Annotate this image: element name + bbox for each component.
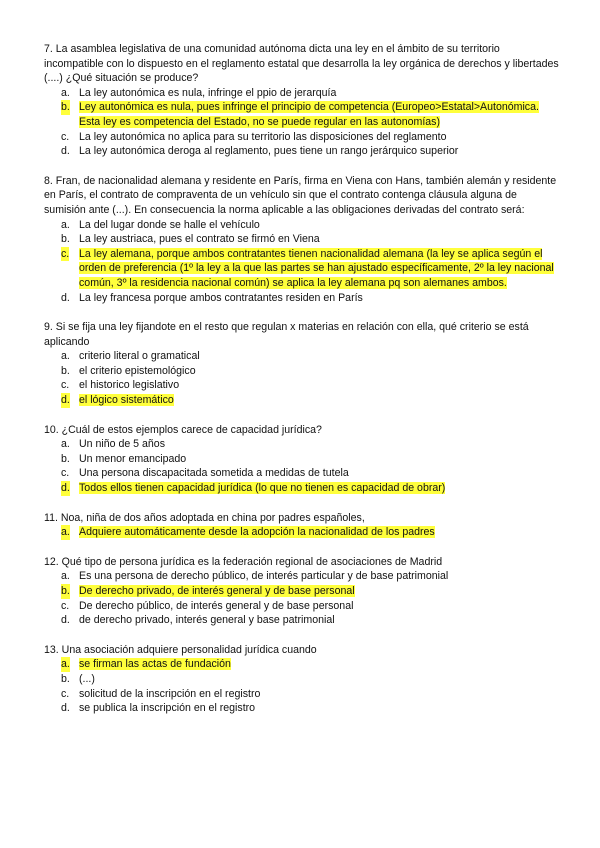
option-text: criterio literal o gramatical [79, 350, 200, 363]
answer-option [44, 687, 559, 702]
answer-option [44, 525, 559, 540]
option-text: Una persona discapacitada sometida a medidas de tutela [79, 467, 349, 480]
option-text: La ley autonómica es nula, infringe el ppio de jerarquía [79, 86, 337, 99]
answer-option [44, 452, 559, 467]
option-text: De derecho público, de interés general y de base personal [79, 599, 354, 612]
highlighted-answer-text: Adquiere automáticamente desde la adopción la nacionalidad de los padres [79, 526, 435, 539]
option-letter: b. [61, 233, 70, 246]
option-letter: a. [61, 86, 70, 99]
option-letter: d. [61, 394, 70, 407]
highlighted-answer-text: se firman las actas de fundación [79, 658, 231, 671]
option-letter: a. [61, 570, 70, 583]
option-letter: b. [61, 452, 70, 465]
answer-option [44, 247, 559, 291]
option-text: solicitud de la inscripción en el registro [79, 687, 261, 700]
option-letter: c. [61, 599, 70, 612]
question-block [44, 511, 559, 540]
document-body [44, 42, 559, 731]
option-text: La del lugar donde se halle el vehículo [79, 218, 260, 231]
option-letter: b. [61, 672, 70, 685]
option-list [44, 86, 559, 159]
answer-option [44, 584, 559, 599]
answer-option [44, 130, 559, 145]
option-letter: a. [61, 658, 70, 671]
answer-option [44, 701, 559, 716]
answer-option [44, 100, 559, 129]
option-text: el criterio epistemológico [79, 364, 196, 377]
option-letter: a. [61, 218, 70, 231]
answer-option [44, 613, 559, 628]
option-list [44, 218, 559, 306]
question-block [44, 643, 559, 716]
option-text: el historico legislativo [79, 379, 180, 392]
question-block [44, 42, 559, 159]
option-letter: b. [61, 585, 70, 597]
option-letter: b. [61, 364, 70, 377]
answer-option [44, 218, 559, 233]
option-text: La ley autonómica deroga al reglamento, pues tiene un rango jerárquico superior [79, 145, 459, 158]
option-text: Es una persona de derecho público, de interés particular y de base patrimonial [79, 570, 449, 583]
option-letter: c. [61, 130, 70, 143]
highlighted-answer-text: Todos ellos tienen capacidad jurídica (lo que no tienen es capacidad de obrar) [79, 482, 446, 495]
option-text: Un menor emancipado [79, 452, 187, 465]
option-letter: a. [61, 350, 70, 363]
option-letter: c. [61, 247, 70, 260]
option-text: se publica la inscripción en el registro [79, 702, 256, 715]
answer-option [44, 378, 559, 393]
answer-option [44, 657, 559, 672]
highlighted-answer-text: La ley alemana, porque ambos contratantes tienen nacionalidad alemana (la ley se aplica según el orden de preferencia (1º la ley a la que las partes se han ajustado específicamente, 2º la ley nacional común, 3º la residencia nacional común) se aplica la ley alemana pq son alemanes ambos. [79, 247, 554, 289]
option-text: La ley austriaca, pues el contrato se firmó en Viena [79, 233, 320, 246]
question-block [44, 174, 559, 305]
option-letter: c. [61, 687, 70, 700]
option-list [44, 349, 559, 407]
option-text: (...) [79, 672, 95, 685]
option-letter: c. [61, 467, 70, 480]
option-letter: a. [61, 438, 70, 451]
answer-option [44, 291, 559, 306]
highlighted-answer-text: De derecho privado, de interés general y de base personal [79, 585, 355, 597]
question-stem: 8. Fran, de nacionalidad alemana y residente en París, firma en Viena con Hans, también alemán y residente en París, el contrato de compraventa de un vehículo sin que el contrato contenga cláusula alguna de sumisión ante (...). En consecuencia la norma aplicable a las obligaciones derivadas del contrato será: [44, 174, 557, 216]
answer-option [44, 466, 559, 481]
question-stem: 7. La asamblea legislativa de una comunidad autónoma dicta una ley en el ámbito de su territorio incompatible con lo dispuesto en el reglamento estatal que desarrolla la ley orgánica de derechos y libertades (....) ¿Qué situación se produce? [44, 43, 559, 85]
answer-option [44, 599, 559, 614]
option-letter: b. [61, 101, 70, 114]
answer-option [44, 349, 559, 364]
option-letter: d. [61, 614, 70, 627]
highlighted-answer-text: el lógico sistemático [79, 394, 174, 407]
answer-option [44, 437, 559, 452]
option-list [44, 437, 559, 495]
option-list [44, 657, 559, 715]
answer-option [44, 86, 559, 101]
option-text: de derecho privado, interés general y base patrimonial [79, 614, 335, 627]
option-letter: c. [61, 379, 70, 392]
question-stem: 12. Qué tipo de persona jurídica es la federación regional de asociaciones de Madrid [44, 555, 443, 568]
option-text: Un niño de 5 años [79, 438, 165, 451]
question-block [44, 423, 559, 496]
option-text: La ley francesa porque ambos contratantes residen en París [79, 291, 363, 304]
question-stem: 10. ¿Cuál de estos ejemplos carece de capacidad jurídica? [44, 423, 322, 436]
answer-option [44, 481, 559, 496]
answer-option [44, 569, 559, 584]
answer-option [44, 393, 559, 408]
answer-option [44, 672, 559, 687]
option-letter: a. [61, 526, 70, 539]
question-stem: 13. Una asociación adquiere personalidad jurídica cuando [44, 643, 317, 656]
option-text: La ley autonómica no aplica para su territorio las disposiciones del reglamento [79, 130, 447, 143]
highlighted-answer-text: Ley autonómica es nula, pues infringe el principio de competencia (Europeo>Estatal>Autonómica. Esta ley es competencia del Estado, no se puede regular en las autonomías) [79, 101, 539, 128]
answer-option [44, 232, 559, 247]
option-letter: d. [61, 291, 70, 304]
option-list [44, 525, 559, 540]
option-letter: d. [61, 482, 70, 495]
answer-option [44, 364, 559, 379]
question-block [44, 555, 559, 628]
question-stem: 9. Si se fija una ley fijandote en el resto que regulan x materias en relación con ella, qué criterio se está aplicando [44, 321, 529, 348]
option-letter: d. [61, 702, 70, 715]
option-letter: d. [61, 145, 70, 158]
question-stem: 11. Noa, niña de dos años adoptada en china por padres españoles, [44, 511, 365, 524]
option-list [44, 569, 559, 627]
question-block [44, 320, 559, 408]
answer-option [44, 144, 559, 159]
